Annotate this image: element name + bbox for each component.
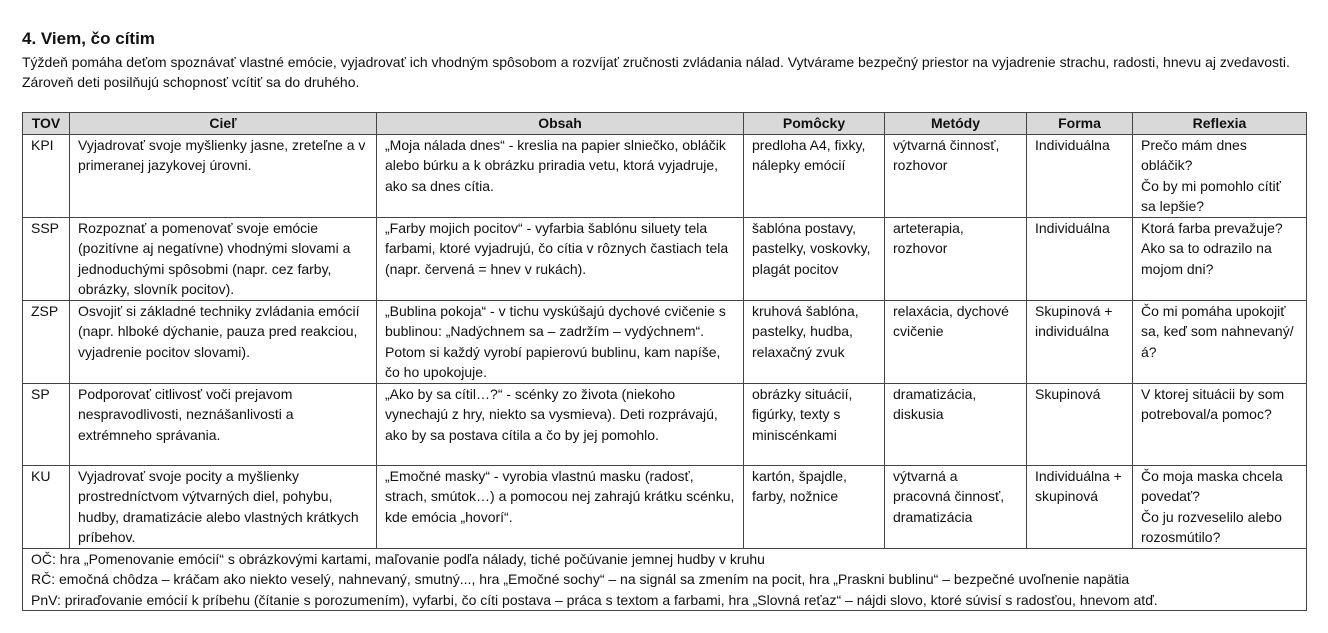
intro-paragraph: Týždeň pomáha deťom spoznávať vlastné emócie, vyjadrovať ich vhodným spôsobom a rozvíjať zručnosti zvládania nálad. Vytvárame bezpečný priestor na vyjadrenie strachu, radosti, hnevu aj zvedavosti. Zároveň deti posilňujú schopnosť vcítiť sa do druhého. [22,54,1290,90]
reflexia-cell [1133,134,1307,217]
reflexia-question: Čo ju rozveselilo alebo rozosmútilo? [1141,508,1282,545]
reflexia-cell [1133,383,1307,465]
obsah-cell: „Bublina pokoja“ - v tichu vyskúšajú dychové cvičenie s bublinou: „Nadýchnem sa – zadržím – vydýchnem“. Potom si každý vyrobí papierovú bublinu, kam napíše, čo ho upokojuje. [377,300,744,383]
column-header-forma: Forma [1027,113,1133,135]
forma-cell: Individuálna + skupinová [1027,465,1133,548]
ciel-cell: Osvojiť si základné techniky zvládania emócií (napr. hlboké dýchanie, pauza pred reakciou, vyjadrenie pocitov slovami). [70,300,377,383]
section-heading: 4. Viem, čo cítim [22,29,155,48]
pomocky-cell: šablóna postavy, pastelky, voskovky, plagát pocitov [744,217,885,300]
pomocky-cell: obrázky situácií, figúrky, texty s miniscénkami [744,383,885,465]
obsah-cell: „Moja nálada dnes“ - kreslia na papier slniečko, obláčik alebo búrku a k obrázku priradia vetu, ktorá vyjadruje, ako sa dnes cítia. [377,134,744,217]
column-header-obsah: Obsah [377,113,744,135]
table-row [23,300,1307,383]
pomocky-cell: predloha A4, fixky, nálepky emócií [744,134,885,217]
activities-footer [23,548,1307,611]
forma-cell: Skupinová + individuálna [1027,300,1133,383]
column-header-pomocky: Pomôcky [744,113,885,135]
table-row [23,383,1307,465]
tov-cell: ZSP [23,300,70,383]
column-header-ciel: Cieľ [70,113,377,135]
tov-cell: KU [23,465,70,548]
metody-cell: výtvarná činnosť, rozhovor [885,134,1027,217]
forma-cell: Skupinová [1027,383,1133,465]
metody-cell: dramatizácia, diskusia [885,383,1027,465]
reflexia-cell [1133,300,1307,383]
footer-line-rc: RČ: emočná chôdza – kráčam ako niekto veselý, nahnevaný, smutný..., hra „Emočné sochy“ – na signál sa zmením na pocit, hra „Praskni bublinu“ – bezpečné uvoľnenie napätia [31,571,1130,587]
ciel-cell: Vyjadrovať svoje myšlienky jasne, zreteľne a v primeranej jazykovej úrovni. [70,134,377,217]
lesson-plan-table [22,112,1307,611]
reflexia-question: Čo mi pomáha upokojiť sa, keď som nahnevaný/á? [1141,302,1294,360]
pomocky-cell: kartón, špajdle, farby, nožnice [744,465,885,548]
footer-line-pnv: PnV: priraďovanie emócií k príbehu (čítanie s porozumením), vyfarbi, čo cíti postava – práca s textom a farbami, hra „Slovná reťaz“ – nájdi slovo, ktoré súvisí s radosťou, hnevom atď. [31,591,1158,608]
forma-cell: Individuálna [1027,217,1133,300]
obsah-cell: „Emočné masky“ - vyrobia vlastnú masku (radosť, strach, smútok…) a pomocou nej zahrajú krátku scénku, kde emócia „hovorí“. [377,465,744,548]
ciel-cell: Podporovať citlivosť voči prejavom nespravodlivosti, neznášanlivosti a extrémneho správania. [70,383,377,465]
metody-cell: výtvarná a pracovná činnosť, dramatizácia [885,465,1027,548]
obsah-cell: „Ako by sa cítil…?“ - scénky zo života (niekoho vynechajú z hry, niekto sa vysmieva). Deti rozprávajú, ako by sa postava cítila a čo by jej pomohlo. [377,383,744,465]
reflexia-question: Prečo mám dnes obláčik? [1141,136,1247,173]
reflexia-question: Ktorá farba prevažuje? Ako sa to odrazilo na mojom dni? [1141,219,1283,277]
footer-line-oc: OČ: hra „Pomenovanie emócií“ s obrázkovými kartami, maľovanie podľa nálady, tiché počúvanie jemnej hudby v kruhu [31,550,765,567]
metody-cell: relaxácia, dychové cvičenie [885,300,1027,383]
column-header-reflexia: Reflexia [1133,113,1307,135]
ciel-cell: Rozpoznať a pomenovať svoje emócie (pozitívne aj negatívne) vhodnými slovami a jednoduchými spôsobmi (napr. cez farby, obrázky, slovník pocitov). [70,217,377,300]
reflexia-question: Čo moja maska chcela povedať? [1141,467,1283,504]
reflexia-cell [1133,217,1307,300]
tov-cell: SP [23,383,70,465]
reflexia-cell [1133,465,1307,548]
table-header-row [23,113,1307,135]
reflexia-question: Čo by mi pomohlo cítiť sa lepšie? [1141,177,1281,214]
pomocky-cell: kruhová šablóna, pastelky, hudba, relaxačný zvuk [744,300,885,383]
forma-cell: Individuálna [1027,134,1133,217]
tov-cell: KPI [23,134,70,217]
table-footer-row [23,548,1307,611]
reflexia-question: V ktorej situácii by som potreboval/a pomoc? [1141,385,1285,422]
column-header-tov: TOV [23,113,70,135]
table-row [23,134,1307,217]
obsah-cell: „Farby mojich pocitov“ - vyfarbia šablónu siluety tela farbami, ktoré vyjadrujú, čo cítia v rôznych častiach tela (napr. červená = hnev v rukách). [377,217,744,300]
ciel-cell: Vyjadrovať svoje pocity a myšlienky prostredníctvom výtvarných diel, pohybu, hudby, dramatizácie alebo vlastných krátkych príbehov. [70,465,377,548]
table-row [23,217,1307,300]
column-header-metody: Metódy [885,113,1027,135]
table-row [23,465,1307,548]
tov-cell: SSP [23,217,70,300]
metody-cell: arteterapia, rozhovor [885,217,1027,300]
